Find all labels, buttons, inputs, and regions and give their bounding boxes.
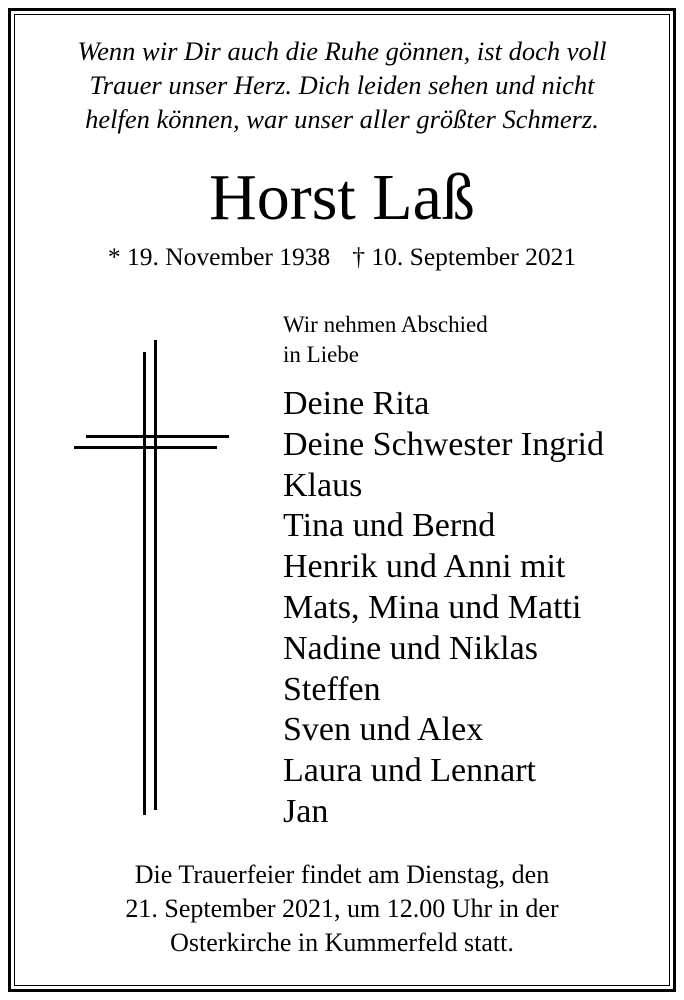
mourner-name: Laura und Lennart: [283, 752, 536, 790]
mourner-name: Sven und Alex: [283, 711, 484, 749]
intro-line: in Liebe: [283, 342, 359, 367]
death-date: † 10. September 2021: [352, 242, 577, 271]
mourner-name: Klaus: [283, 466, 363, 504]
deceased-name: Horst Laß: [209, 161, 475, 234]
life-dates: [0, 240, 684, 274]
service-notice: [0, 858, 684, 960]
memorial-verse: [0, 34, 684, 136]
mourners-list: [283, 384, 604, 833]
mourner-name: Henrik und Anni mit: [283, 548, 566, 586]
mourner-name: Tina und Bernd: [283, 507, 496, 545]
service-line: Osterkirche in Kummerfeld statt.: [170, 928, 514, 957]
verse-line: helfen können, war unser aller größter Schmerz.: [85, 104, 599, 134]
farewell-intro: [283, 310, 488, 370]
mourner-name: Deine Rita: [283, 385, 430, 422]
service-line: 21. September 2021, um 12.00 Uhr in der: [125, 894, 559, 923]
mourner-name: Jan: [283, 792, 329, 830]
intro-line: Wir nehmen Abschied: [283, 312, 488, 337]
verse-line: Trauer unser Herz. Dich leiden sehen und nicht: [89, 70, 595, 100]
service-line: Die Trauerfeier findet am Dienstag, den: [134, 860, 550, 889]
mourner-name: Deine Schwester Ingrid: [283, 425, 605, 463]
mourner-name: Nadine und Niklas: [283, 629, 538, 667]
verse-line: Wenn wir Dir auch die Ruhe gönnen, ist doch voll: [77, 36, 607, 66]
birth-date: * 19. November 1938: [107, 242, 331, 271]
mourner-name: Steffen: [283, 670, 381, 708]
mourner-name: Mats, Mina und Matti: [283, 588, 582, 626]
